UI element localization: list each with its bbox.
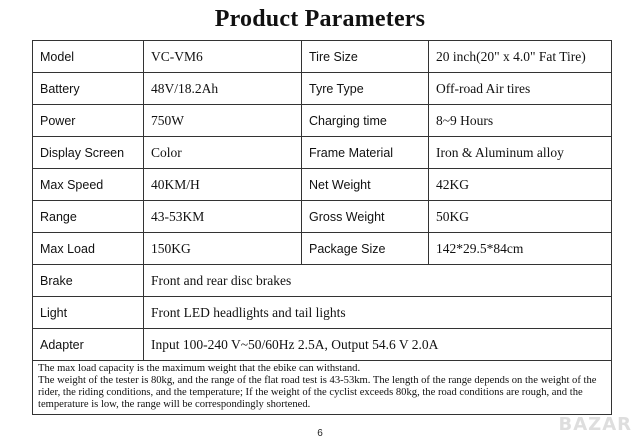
param-label: Max Speed	[33, 169, 144, 201]
table-row	[33, 233, 612, 265]
param-label: Tire Size	[302, 41, 429, 73]
note-line: The weight of the tester is 80kg, and the range of the flat road test is 43-53km. The length of the range depends on the weight of the rider, the riding conditions, and the temperature; If the weight of the cyclist exceeds 80kg, the road conditions are rough, and the temperature is low, the range will be correspondingly shortened.	[38, 375, 597, 410]
param-value: 150KG	[144, 233, 302, 265]
param-label: Net Weight	[302, 169, 429, 201]
param-label: Tyre Type	[302, 73, 429, 105]
param-value: 8~9 Hours	[429, 105, 612, 137]
param-value: 20 inch(20" x 4.0" Fat Tire)	[429, 41, 612, 73]
param-value: VC-VM6	[144, 41, 302, 73]
table-row	[33, 265, 612, 297]
table-row	[33, 297, 612, 329]
note-line: The max load capacity is the maximum weight that the ebike can withstand.	[38, 363, 361, 374]
product-parameters-table	[32, 40, 612, 415]
table-row	[33, 137, 612, 169]
param-label: Adapter	[33, 329, 144, 361]
table-row	[33, 169, 612, 201]
param-value: 42KG	[429, 169, 612, 201]
param-label: Frame Material	[302, 137, 429, 169]
param-label: Brake	[33, 265, 144, 297]
param-value: Input 100-240 V~50/60Hz 2.5A, Output 54.6 V 2.0A	[144, 329, 612, 361]
param-value: 50KG	[429, 201, 612, 233]
table-row	[33, 329, 612, 361]
param-value: Iron & Aluminum alloy	[429, 137, 612, 169]
param-label: Battery	[33, 73, 144, 105]
table-row	[33, 73, 612, 105]
notes-row	[33, 361, 612, 415]
watermark-logo: BAZAR	[558, 414, 632, 435]
param-label: Charging time	[302, 105, 429, 137]
param-value: 40KM/H	[144, 169, 302, 201]
param-label: Package Size	[302, 233, 429, 265]
table-row	[33, 41, 612, 73]
param-value: 48V/18.2Ah	[144, 73, 302, 105]
table-row	[33, 201, 612, 233]
page-number: 6	[317, 428, 323, 439]
table-row	[33, 105, 612, 137]
param-value: 750W	[144, 105, 302, 137]
param-value: Off-road Air tires	[429, 73, 612, 105]
param-label: Max Load	[33, 233, 144, 265]
param-value: 142*29.5*84cm	[429, 233, 612, 265]
param-value: Front LED headlights and tail lights	[144, 297, 612, 329]
notes-cell	[33, 361, 612, 415]
param-value: 43-53KM	[144, 201, 302, 233]
param-label: Gross Weight	[302, 201, 429, 233]
param-label: Power	[33, 105, 144, 137]
param-value: Front and rear disc brakes	[144, 265, 612, 297]
page-title: Product Parameters	[214, 6, 426, 32]
param-label: Range	[33, 201, 144, 233]
param-value: Color	[144, 137, 302, 169]
param-label: Display Screen	[33, 137, 144, 169]
param-label: Model	[33, 41, 144, 73]
param-label: Light	[33, 297, 144, 329]
